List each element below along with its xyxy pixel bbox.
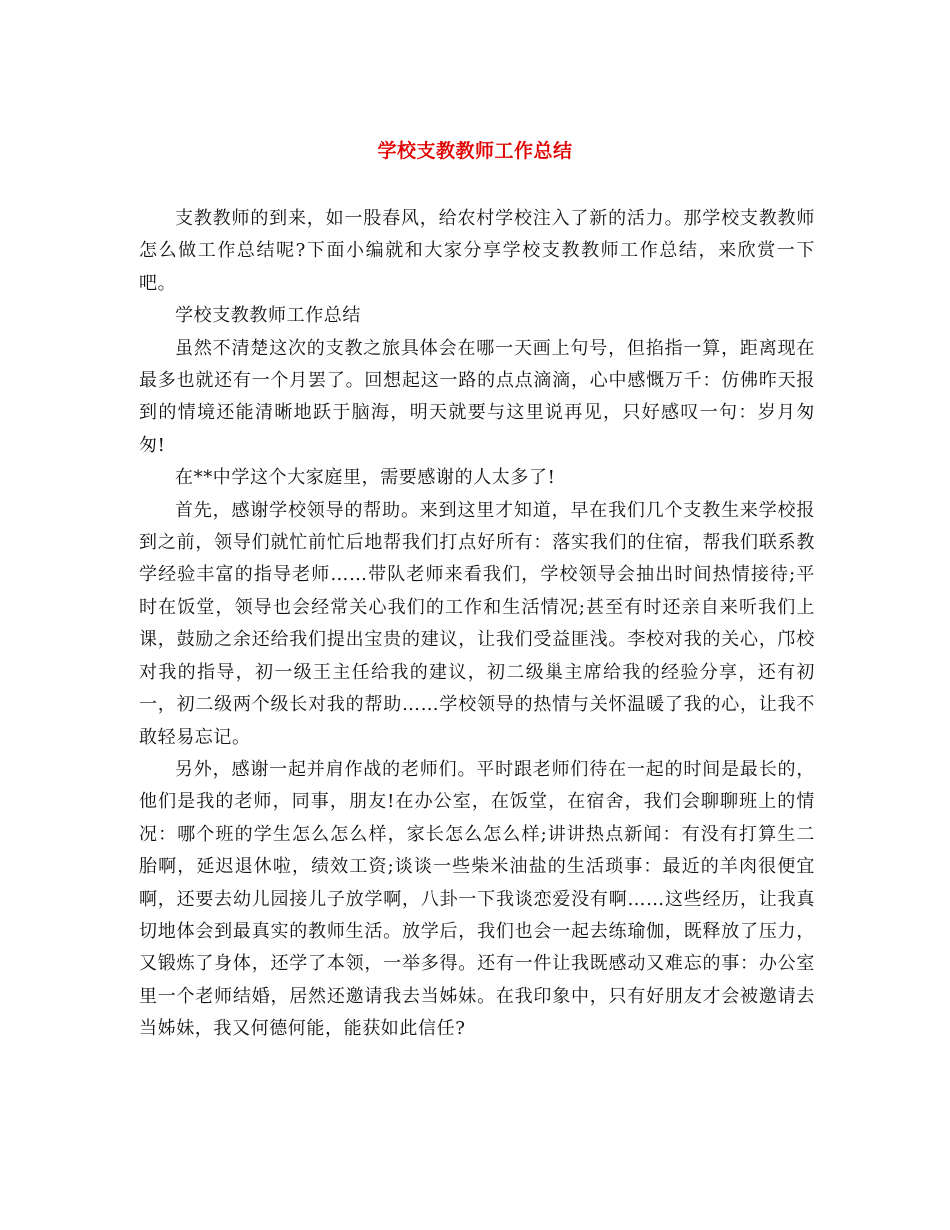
paragraph-subtitle: 学校支教教师工作总结	[175, 305, 361, 327]
paragraph-leaders: 首先，感谢学校领导的帮助。来到这里才知道，早在我们几个支教生来学校报到之前，领导们就忙前忙后地帮我们打点好所有：落实我们的住宿，帮我们联系教学经验丰富的指导老师……带队老师来看我们，学校领导会抽出时间热情接待;平时在饭堂，领导也会经常关心我们的工作和生活情况;甚至有时还亲自来听我们上课，鼓励之余还给我们提出宝贵的建议，让我们受益匪浅。李校对我的关心，邝校对我的指导，初一级王主任给我的建议，初二级巢主席给我的经验分享，还有初一，初二级两个级长对我的帮助……学校领导的热情与关怀温暖了我的心，让我不敢轻易忘记。	[139, 499, 815, 748]
paragraph-teachers: 另外，感谢一起并肩作战的老师们。平时跟老师们待在一起的时间是最长的，他们是我的老师，同事，朋友!在办公室，在饭堂，在宿舍，我们会聊聊班上的情况：哪个班的学生怎么怎么样，家长怎么怎么样;讲讲热点新闻：有没有打算生二胎啊，延迟退休啦，绩效工资;谈谈一些柴米油盐的生活琐事：最近的羊肉很便宜啊，还要去幼儿园接儿子放学啊，八卦一下我谈恋爱没有啊……这些经历，让我真切地体会到最真实的教师生活。放学后，我们也会一起去练瑜伽，既释放了压力，又锻炼了身体，还学了本领，一举多得。还有一件让我既感动又难忘的事：办公室里一个老师结婚，居然还邀请我去当姊妹。在我印象中，只有好朋友才会被邀请去当姊妹，我又何德何能，能获如此信任?	[139, 758, 815, 1040]
paragraph-intro: 支教教师的到来，如一股春风，给农村学校注入了新的活力。那学校支教教师怎么做工作总结呢?下面小编就和大家分享学校支教教师工作总结，来欣赏一下吧。	[139, 208, 815, 294]
paragraph-thanks: 在**中学这个大家庭里，需要感谢的人太多了!	[175, 467, 556, 489]
paragraph-time: 虽然不清楚这次的支教之旅具体会在哪一天画上句号，但掐指一算，距离现在最多也就还有一个月罢了。回想起这一路的点点滴滴，心中感慨万千：仿佛昨天报到的情境还能清晰地跃于脑海，明天就要与这里说再见，只好感叹一句：岁月匆匆!	[139, 337, 815, 456]
document-body	[139, 203, 815, 1046]
document-title: 学校支教教师工作总结	[377, 140, 573, 162]
